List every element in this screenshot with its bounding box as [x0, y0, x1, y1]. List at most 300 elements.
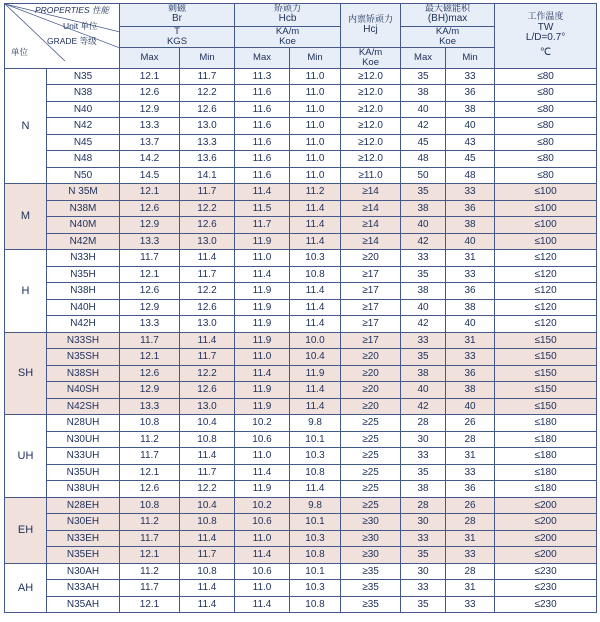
bh-min-cell: 31	[446, 580, 495, 597]
bh-min-cell: 33	[446, 596, 495, 613]
hcb-max-cell: 11.9	[235, 316, 290, 333]
hcb-max-cell: 11.0	[235, 530, 290, 547]
br-max-cell: 11.7	[120, 332, 180, 349]
bh-symbol: (BH)max	[427, 13, 468, 25]
tw-cell: ≤150	[495, 382, 597, 399]
hcj-min-cell: ≥25	[341, 481, 401, 498]
corner-header-cell	[5, 4, 120, 69]
bh-unit: KA/m	[435, 26, 460, 37]
br-max-cell: 10.8	[120, 497, 180, 514]
hcj-min-cell: ≥17	[341, 266, 401, 283]
tw-cell: ≤180	[495, 464, 597, 481]
table-row	[5, 481, 597, 498]
br-min-cell: 11.4	[180, 580, 235, 597]
hcb-min-cell: 9.8	[290, 415, 341, 432]
hcj-min-cell: ≥11.0	[341, 167, 401, 184]
hcb-max-cell: 11.4	[235, 266, 290, 283]
hcb-max-cell: 10.6	[235, 514, 290, 531]
br-min-cell: 11.7	[180, 184, 235, 201]
br-min-cell: 12.2	[180, 200, 235, 217]
bh-unit2: Koe	[439, 35, 456, 47]
br-min-cell: 10.4	[180, 497, 235, 514]
grade-cell: N35EH	[47, 547, 120, 564]
grade-cell: N40	[47, 101, 120, 118]
hcb-max-cell: 11.4	[235, 464, 290, 481]
hcb-min-cell: 10.8	[290, 547, 341, 564]
tw-cell: ≤100	[495, 233, 597, 250]
table-row	[5, 200, 597, 217]
hcj-min-cell: ≥35	[341, 580, 401, 597]
grade-cell: N45	[47, 134, 120, 151]
grade-group-label: M	[5, 184, 47, 250]
br-min-cell: 11.4	[180, 332, 235, 349]
hcb-max-cell: 11.4	[235, 365, 290, 382]
hcj-min-cell: ≥12.0	[341, 134, 401, 151]
tw-cell: ≤200	[495, 547, 597, 564]
hcb-max-cell: 11.3	[235, 68, 290, 85]
hcj-min-cell: ≥17	[341, 332, 401, 349]
grade-cell: N33SH	[47, 332, 120, 349]
bh-min-cell: 40	[446, 118, 495, 135]
magnet-properties-table	[4, 3, 597, 613]
hcj-min-cell: ≥12.0	[341, 68, 401, 85]
br-min-cell: 13.0	[180, 118, 235, 135]
bh-max-cell: 28	[401, 497, 446, 514]
tw-cell: ≤80	[495, 85, 597, 102]
hcb-min-cell: 10.0	[290, 332, 341, 349]
hcb-max-cell: 11.9	[235, 283, 290, 300]
br-max-header: Max	[120, 47, 180, 68]
grade-cell: N40H	[47, 299, 120, 316]
bh-max-cell: 42	[401, 398, 446, 415]
hcj-unit-header	[341, 47, 401, 68]
grade-group-label: AH	[5, 563, 47, 613]
br-min-cell: 12.6	[180, 217, 235, 234]
bh-min-cell: 45	[446, 151, 495, 168]
bh-max-cell: 33	[401, 580, 446, 597]
bh-min-cell: 40	[446, 316, 495, 333]
bh-max-cell: 33	[401, 332, 446, 349]
hcb-min-cell: 10.3	[290, 580, 341, 597]
bh-min-cell: 38	[446, 217, 495, 234]
hcb-unit: KA/m	[275, 26, 300, 37]
hcb-min-cell: 10.8	[290, 266, 341, 283]
grade-cell: N33EH	[47, 530, 120, 547]
br-max-cell: 13.3	[120, 118, 180, 135]
bh-max-cell: 40	[401, 217, 446, 234]
hcj-min-cell: ≥20	[341, 398, 401, 415]
hcj-min-cell: ≥17	[341, 316, 401, 333]
tw-cell: ≤200	[495, 514, 597, 531]
bh-max-cell: 38	[401, 283, 446, 300]
bh-max-cell: 42	[401, 118, 446, 135]
hcb-min-cell: 11.0	[290, 68, 341, 85]
tw-cell: ≤150	[495, 365, 597, 382]
br-max-cell: 13.7	[120, 134, 180, 151]
grade-cell: N38H	[47, 283, 120, 300]
bh-min-cell: 26	[446, 497, 495, 514]
grade-cell: N28EH	[47, 497, 120, 514]
bh-max-header: Max	[401, 47, 446, 68]
br-max-cell: 12.1	[120, 547, 180, 564]
hcb-unit-header	[235, 27, 341, 48]
bh-max-cell: 38	[401, 200, 446, 217]
br-max-cell: 13.3	[120, 398, 180, 415]
bh-max-cell: 42	[401, 233, 446, 250]
bh-max-cell: 48	[401, 151, 446, 168]
tw-cell: ≤120	[495, 283, 597, 300]
br-min-cell: 11.7	[180, 68, 235, 85]
hcj-min-cell: ≥20	[341, 349, 401, 366]
tw-cell: ≤150	[495, 349, 597, 366]
hcb-max-header: Max	[235, 47, 290, 68]
tw-cell: ≤180	[495, 448, 597, 465]
magnet-grade-table-container	[4, 3, 596, 619]
hcb-min-cell: 11.4	[290, 299, 341, 316]
bh-max-cell: 45	[401, 134, 446, 151]
bh-unit-header	[401, 27, 495, 48]
grade-cell: N28UH	[47, 415, 120, 432]
bh-min-cell: 36	[446, 200, 495, 217]
br-min-cell: 13.0	[180, 398, 235, 415]
table-row	[5, 167, 597, 184]
grade-cell: N48	[47, 151, 120, 168]
hcb-min-cell: 10.8	[290, 464, 341, 481]
hcb-min-cell: 11.0	[290, 85, 341, 102]
table-row	[5, 382, 597, 399]
hcb-max-cell: 10.2	[235, 497, 290, 514]
hcb-max-cell: 11.6	[235, 167, 290, 184]
hcj-min-cell: ≥12.0	[341, 118, 401, 135]
bh-max-cell: 38	[401, 85, 446, 102]
br-min-header: Min	[180, 47, 235, 68]
hcb-max-cell: 10.2	[235, 415, 290, 432]
hcb-min-cell: 11.0	[290, 118, 341, 135]
tw-cell: ≤150	[495, 398, 597, 415]
table-row	[5, 547, 597, 564]
hcj-min-cell: ≥17	[341, 299, 401, 316]
tw-unit: ℃	[539, 46, 552, 58]
hcj-min-cell: ≥14	[341, 200, 401, 217]
tw-cell: ≤100	[495, 200, 597, 217]
hcb-min-cell: 10.4	[290, 349, 341, 366]
table-row	[5, 431, 597, 448]
br-max-cell: 12.6	[120, 365, 180, 382]
br-max-cell: 12.1	[120, 349, 180, 366]
bh-max-cell: 40	[401, 382, 446, 399]
grade-cell: N33UH	[47, 448, 120, 465]
br-max-cell: 11.2	[120, 431, 180, 448]
grade-cell: N35	[47, 68, 120, 85]
bh-min-cell: 28	[446, 431, 495, 448]
table-row	[5, 398, 597, 415]
bh-min-cell: 38	[446, 382, 495, 399]
hcb-max-cell: 10.6	[235, 431, 290, 448]
grade-cell: N30UH	[47, 431, 120, 448]
br-max-cell: 12.6	[120, 283, 180, 300]
hcb-header	[235, 4, 341, 27]
br-min-cell: 12.6	[180, 101, 235, 118]
hcb-min-cell: 10.1	[290, 514, 341, 531]
table-row	[5, 580, 597, 597]
hcb-min-cell: 11.4	[290, 200, 341, 217]
br-min-cell: 12.2	[180, 283, 235, 300]
bh-min-cell: 36	[446, 365, 495, 382]
br-symbol: Br	[172, 13, 182, 25]
hcb-min-header: Min	[290, 47, 341, 68]
grade-group-label: H	[5, 250, 47, 333]
grade-cell: N33H	[47, 250, 120, 267]
bh-max-cell: 33	[401, 250, 446, 267]
grade-cell: N33AH	[47, 580, 120, 597]
br-min-cell: 10.4	[180, 415, 235, 432]
hcj-min-cell: ≥14	[341, 184, 401, 201]
hcj-min-cell: ≥25	[341, 448, 401, 465]
bh-min-cell: 33	[446, 349, 495, 366]
bh-max-cell: 35	[401, 547, 446, 564]
grade-cell: N35AH	[47, 596, 120, 613]
hcb-max-cell: 11.0	[235, 580, 290, 597]
bh-max-cell: 30	[401, 563, 446, 580]
grade-cell: N42SH	[47, 398, 120, 415]
br-max-cell: 13.3	[120, 316, 180, 333]
br-min-cell: 11.7	[180, 349, 235, 366]
hcb-max-cell: 11.4	[235, 184, 290, 201]
table-row	[5, 266, 597, 283]
hcb-min-cell: 10.3	[290, 530, 341, 547]
grade-cell: N35H	[47, 266, 120, 283]
br-max-cell: 12.1	[120, 464, 180, 481]
table-row	[5, 184, 597, 201]
br-cn-label: 剩磁	[168, 4, 187, 15]
table-row	[5, 250, 597, 267]
bh-max-cell: 42	[401, 316, 446, 333]
br-min-cell: 13.3	[180, 134, 235, 151]
hcj-min-cell: ≥30	[341, 547, 401, 564]
br-min-cell: 12.2	[180, 85, 235, 102]
hcb-min-cell: 11.4	[290, 316, 341, 333]
table-header	[5, 4, 597, 69]
bh-max-cell: 40	[401, 299, 446, 316]
hcb-min-cell: 10.3	[290, 250, 341, 267]
br-min-cell: 12.2	[180, 365, 235, 382]
br-min-cell: 11.4	[180, 530, 235, 547]
bh-min-cell: 33	[446, 68, 495, 85]
bh-min-cell: 48	[446, 167, 495, 184]
br-min-cell: 12.6	[180, 299, 235, 316]
bh-max-cell: 35	[401, 464, 446, 481]
br-max-cell: 12.1	[120, 596, 180, 613]
br-max-cell: 14.2	[120, 151, 180, 168]
hcb-min-cell: 11.9	[290, 365, 341, 382]
table-row	[5, 283, 597, 300]
hcj-min-cell: ≥17	[341, 283, 401, 300]
table-row	[5, 299, 597, 316]
hcj-min-cell: ≥20	[341, 365, 401, 382]
br-max-cell: 13.3	[120, 233, 180, 250]
hcb-cn-label: 矫顽力	[274, 4, 302, 15]
hcb-max-cell: 11.7	[235, 217, 290, 234]
br-min-cell: 11.7	[180, 547, 235, 564]
br-min-cell: 14.1	[180, 167, 235, 184]
hcj-min-cell: ≥30	[341, 514, 401, 531]
tw-cell: ≤80	[495, 68, 597, 85]
grade-cell: N42	[47, 118, 120, 135]
hcb-min-cell: 9.8	[290, 497, 341, 514]
br-min-cell: 12.6	[180, 382, 235, 399]
br-min-cell: 13.0	[180, 233, 235, 250]
hcj-unit2: Koe	[362, 56, 379, 68]
bh-min-cell: 31	[446, 530, 495, 547]
br-unit-header	[120, 27, 235, 48]
bh-max-cell: 40	[401, 101, 446, 118]
br-max-cell: 14.5	[120, 167, 180, 184]
hcb-max-cell: 11.6	[235, 151, 290, 168]
table-row	[5, 332, 597, 349]
hcb-max-cell: 10.6	[235, 563, 290, 580]
tw-condition: L/D=0.7°	[525, 32, 566, 44]
bh-min-header: Min	[446, 47, 495, 68]
grade-cell: N42M	[47, 233, 120, 250]
table-row	[5, 217, 597, 234]
br-max-cell: 12.6	[120, 200, 180, 217]
br-max-cell: 11.7	[120, 580, 180, 597]
tw-symbol: TW	[537, 21, 554, 33]
br-max-cell: 12.1	[120, 68, 180, 85]
tw-header	[495, 4, 597, 69]
hcb-max-cell: 11.9	[235, 481, 290, 498]
tw-cell: ≤80	[495, 151, 597, 168]
hcj-symbol: Hcj	[363, 23, 378, 35]
grade-cell: N38M	[47, 200, 120, 217]
hcj-min-cell: ≥20	[341, 382, 401, 399]
bh-min-cell: 43	[446, 134, 495, 151]
grade-group-label: SH	[5, 332, 47, 415]
br-min-cell: 11.4	[180, 596, 235, 613]
tw-cell: ≤230	[495, 563, 597, 580]
table-row	[5, 101, 597, 118]
properties-label: PROPERTIES 性能	[35, 5, 109, 15]
br-min-cell: 11.4	[180, 250, 235, 267]
tw-cell: ≤100	[495, 184, 597, 201]
tw-cell: ≤120	[495, 299, 597, 316]
bh-min-cell: 31	[446, 332, 495, 349]
table-body	[5, 68, 597, 613]
hcj-min-cell: ≥25	[341, 497, 401, 514]
hcb-max-cell: 11.6	[235, 101, 290, 118]
hcb-max-cell: 11.0	[235, 448, 290, 465]
grade-cell: N30EH	[47, 514, 120, 531]
hcb-min-cell: 11.4	[290, 398, 341, 415]
tw-cell: ≤120	[495, 266, 597, 283]
tw-cell: ≤80	[495, 134, 597, 151]
table-row	[5, 497, 597, 514]
hcb-max-cell: 11.9	[235, 299, 290, 316]
grade-group-label: UH	[5, 415, 47, 498]
table-row	[5, 68, 597, 85]
tw-cell: ≤180	[495, 481, 597, 498]
br-max-cell: 12.9	[120, 382, 180, 399]
bh-max-cell: 38	[401, 481, 446, 498]
hcj-min-cell: ≥14	[341, 233, 401, 250]
table-row	[5, 233, 597, 250]
grade-cell: N35SH	[47, 349, 120, 366]
hcb-symbol: Hcb	[278, 13, 297, 25]
tw-cell: ≤180	[495, 415, 597, 432]
bh-max-cell: 28	[401, 415, 446, 432]
bh-min-cell: 33	[446, 184, 495, 201]
hcb-min-cell: 10.3	[290, 448, 341, 465]
hcb-max-cell: 11.4	[235, 547, 290, 564]
hcb-min-cell: 11.2	[290, 184, 341, 201]
hcb-min-cell: 11.0	[290, 151, 341, 168]
tw-cell: ≤230	[495, 596, 597, 613]
bh-max-cell: 33	[401, 530, 446, 547]
bh-min-cell: 40	[446, 398, 495, 415]
hcb-unit2: Koe	[279, 35, 296, 47]
hcj-min-cell: ≥12.0	[341, 85, 401, 102]
hcb-max-cell: 11.6	[235, 134, 290, 151]
hcj-min-cell: ≥25	[341, 431, 401, 448]
unit-label: Unit 单位	[63, 21, 98, 31]
bh-min-cell: 38	[446, 101, 495, 118]
bh-min-cell: 28	[446, 514, 495, 531]
tw-cell: ≤80	[495, 101, 597, 118]
br-max-cell: 11.7	[120, 530, 180, 547]
hcb-max-cell: 11.5	[235, 200, 290, 217]
grade-cell: N 35M	[47, 184, 120, 201]
table-row	[5, 316, 597, 333]
hcb-min-cell: 10.1	[290, 431, 341, 448]
tw-cell: ≤230	[495, 580, 597, 597]
hcb-max-cell: 11.9	[235, 398, 290, 415]
bh-min-cell: 38	[446, 299, 495, 316]
bh-max-cell: 35	[401, 266, 446, 283]
bh-max-cell: 35	[401, 68, 446, 85]
hcj-cn-label: 内禀矫顽力	[348, 14, 394, 25]
tw-cell: ≤180	[495, 431, 597, 448]
hcj-min-cell: ≥14	[341, 217, 401, 234]
hcb-max-cell: 11.9	[235, 382, 290, 399]
br-min-cell: 13.0	[180, 316, 235, 333]
hcj-min-cell: ≥30	[341, 530, 401, 547]
br-max-cell: 12.9	[120, 101, 180, 118]
bh-cn-label: 最大磁能积	[425, 4, 471, 15]
bh-min-cell: 33	[446, 464, 495, 481]
tw-cell: ≤150	[495, 332, 597, 349]
table-row	[5, 118, 597, 135]
grade-label: GRADE 等级	[47, 36, 97, 46]
unit-cn-label: 单位	[11, 47, 29, 57]
bh-max-cell: 35	[401, 596, 446, 613]
tw-cell: ≤80	[495, 167, 597, 184]
table-row	[5, 596, 597, 613]
bh-max-cell: 50	[401, 167, 446, 184]
tw-cell: ≤120	[495, 250, 597, 267]
table-row	[5, 464, 597, 481]
br-min-cell: 11.4	[180, 448, 235, 465]
hcj-min-cell: ≥12.0	[341, 151, 401, 168]
grade-cell: N38UH	[47, 481, 120, 498]
bh-min-cell: 31	[446, 250, 495, 267]
hcb-max-cell: 11.4	[235, 596, 290, 613]
hcb-min-cell: 11.0	[290, 134, 341, 151]
hcj-min-cell: ≥12.0	[341, 101, 401, 118]
grade-cell: N38SH	[47, 365, 120, 382]
hcb-min-cell: 11.4	[290, 217, 341, 234]
bh-max-cell: 38	[401, 365, 446, 382]
hcb-max-cell: 11.0	[235, 349, 290, 366]
